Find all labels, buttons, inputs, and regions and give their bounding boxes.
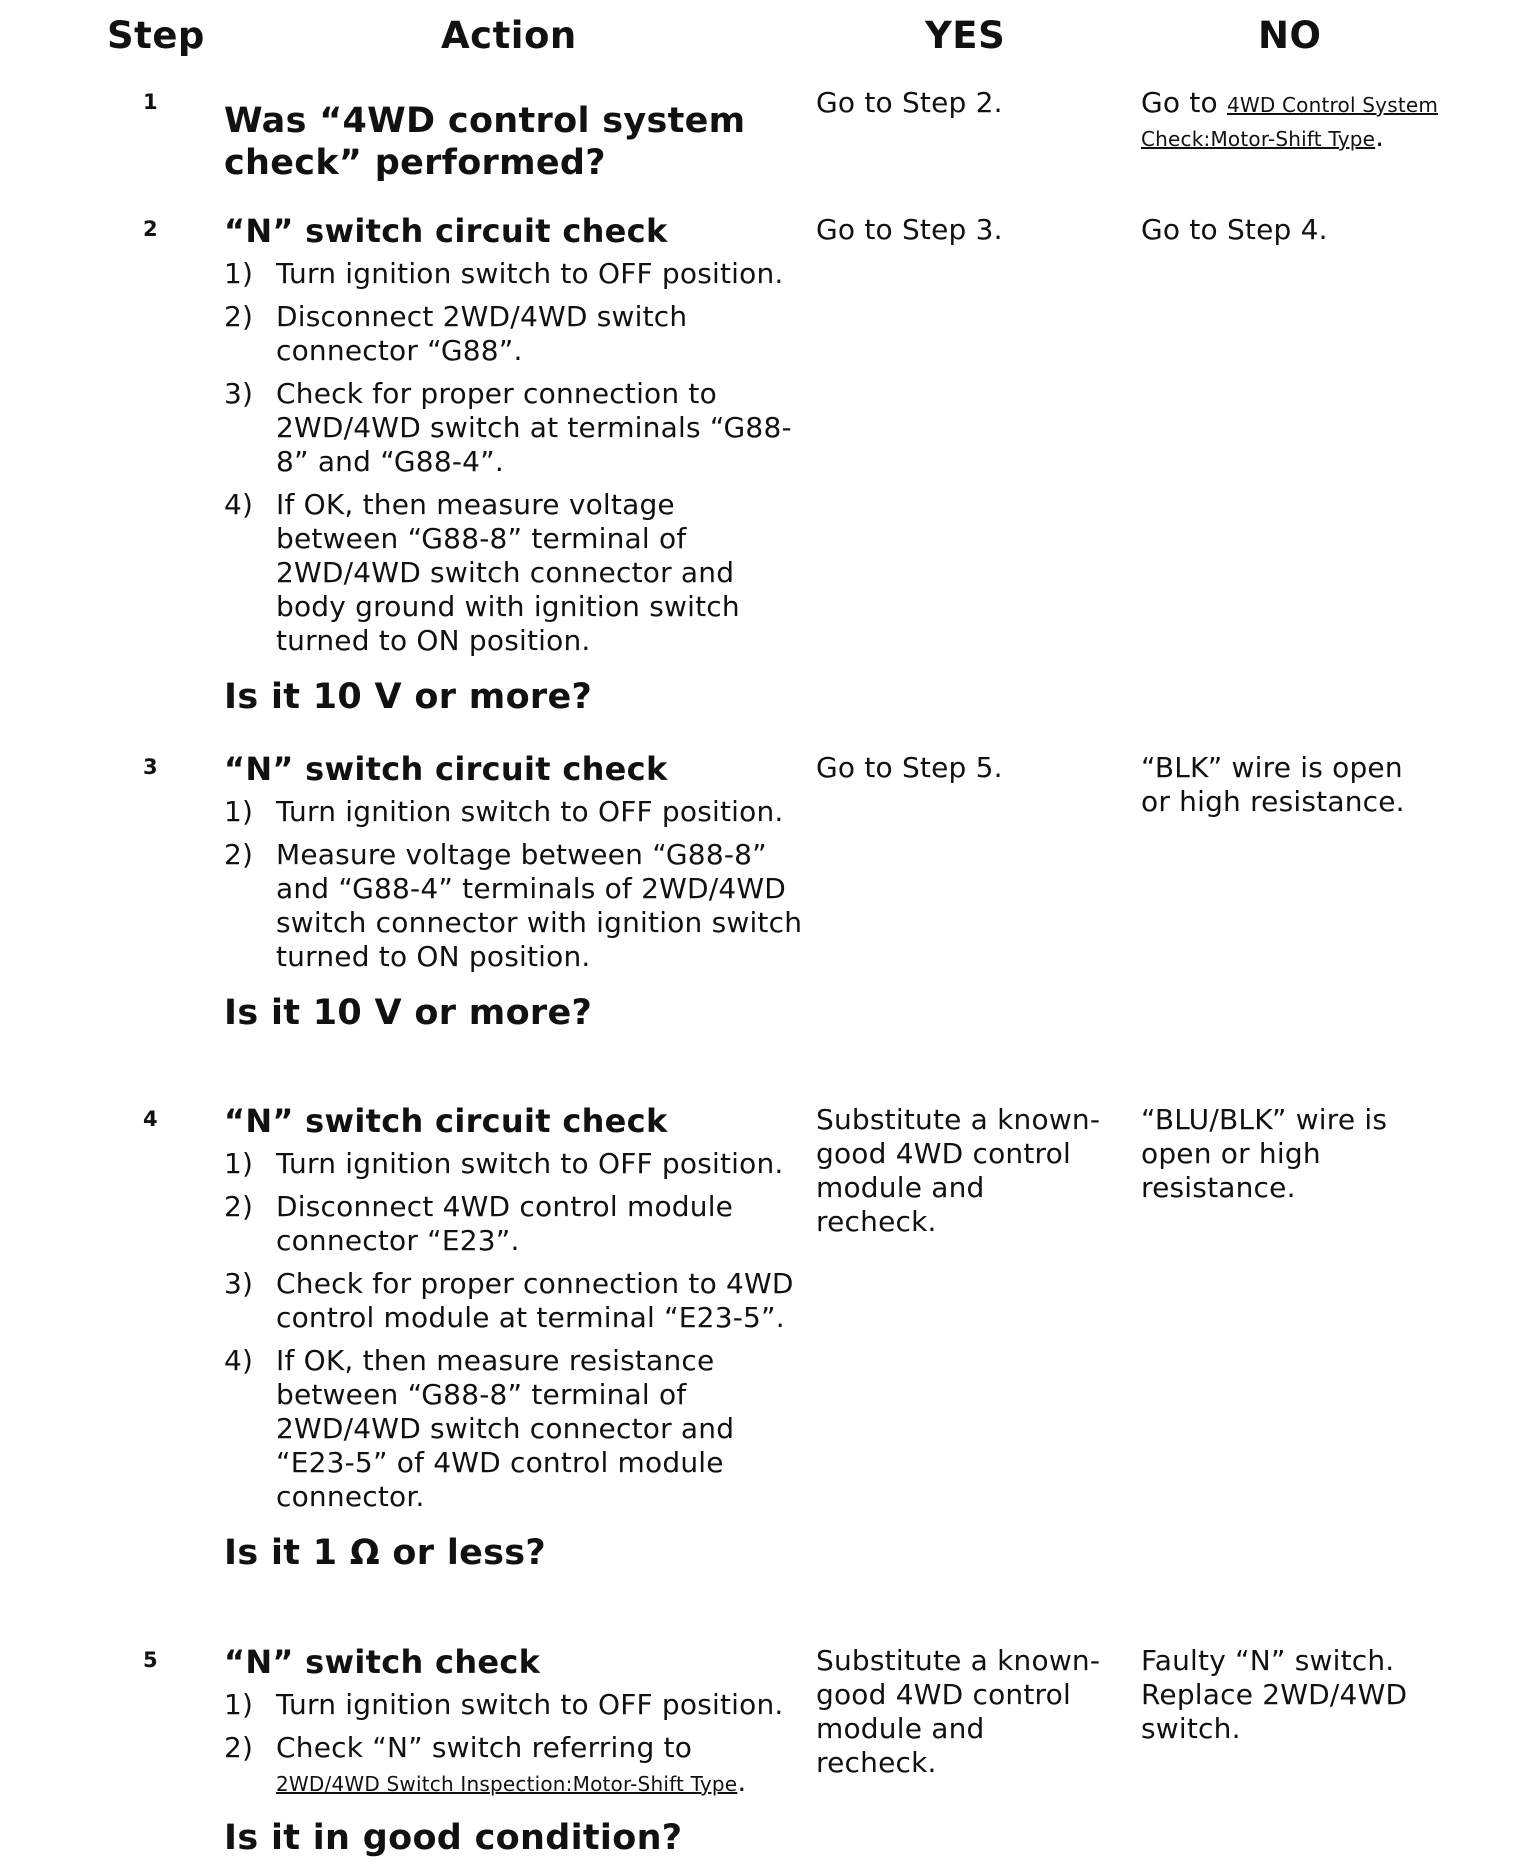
substep-number: 2) [224, 1190, 254, 1223]
step-3-action [224, 749, 804, 1034]
step-question: Is it 10 V or more? [224, 677, 593, 717]
substep-list [224, 1688, 804, 1799]
step-3-yes: Go to Step 5. [816, 751, 1003, 784]
substep-text: If OK, then measure resistance between “G88-8” terminal of 2WD/4WD switch connector and “E23-5” of 4WD control module connector. [276, 1344, 735, 1513]
step-title: “N” switch circuit check [224, 1102, 668, 1140]
substep [224, 377, 804, 479]
no-text: Go to [1141, 86, 1218, 119]
substep-text: Check for proper connection to 4WD control module at terminal “E23-5”. [276, 1267, 794, 1334]
step-2-no: Go to Step 4. [1141, 213, 1328, 246]
link-4wd-control-system-check[interactable]: 4WD Control System Check:Motor-Shift Type [1141, 93, 1439, 151]
step-1-no [1141, 86, 1441, 154]
header-step: Step [107, 14, 205, 57]
substep-text: Disconnect 2WD/4WD switch connector “G88”. [276, 300, 688, 367]
step-question: Is it in good condition? [224, 1818, 683, 1858]
substep-number: 1) [224, 257, 254, 290]
substep-text: Measure voltage between “G88-8” and “G88-4” terminals of 2WD/4WD switch connector with ignition switch turned to ON position. [276, 838, 803, 973]
substep-list [224, 257, 804, 658]
step-title: “N” switch check [224, 1643, 541, 1681]
step-question: Is it 10 V or more? [224, 993, 593, 1033]
step-number: 2 [143, 217, 158, 241]
substep [224, 795, 804, 829]
substep-number: 2) [224, 300, 254, 333]
substep-number: 3) [224, 377, 254, 410]
step-title: Was “4WD control system check” performed? [224, 101, 746, 183]
substep-text: Turn ignition switch to OFF position. [276, 795, 784, 828]
substep [224, 1267, 804, 1335]
step-title: “N” switch circuit check [224, 750, 668, 788]
step-title: “N” switch circuit check [224, 212, 668, 250]
substep-text: Turn ignition switch to OFF position. [276, 1688, 784, 1721]
header-yes: YES [925, 14, 1006, 57]
step-3-no: “BLK” wire is open or high resistance. [1141, 751, 1405, 818]
substep-text: Check “N” switch referring to [276, 1731, 693, 1764]
substep-number: 2) [224, 1731, 254, 1764]
substep [224, 257, 804, 291]
no-suffix: . [1375, 120, 1385, 153]
step-4-action [224, 1101, 804, 1574]
link-2wd-4wd-switch-inspection[interactable]: 2WD/4WD Switch Inspection:Motor-Shift Type [276, 1772, 738, 1796]
substep-text: Disconnect 4WD control module connector “E23”. [276, 1190, 734, 1257]
link-suffix: . [737, 1765, 747, 1798]
substep-list [224, 795, 804, 974]
substep-number: 1) [224, 1688, 254, 1721]
substep [224, 1190, 804, 1258]
substep [224, 300, 804, 368]
substep-text: If OK, then measure voltage between “G88-8” terminal of 2WD/4WD switch connector and body ground with ignition switch turned to ON position. [276, 488, 740, 657]
substep-list [224, 1147, 804, 1514]
substep-text: Turn ignition switch to OFF position. [276, 1147, 784, 1180]
step-number: 1 [143, 90, 158, 114]
substep-number: 1) [224, 1147, 254, 1180]
substep [224, 1344, 804, 1514]
header-action: Action [441, 14, 577, 57]
substep [224, 838, 804, 974]
substep-number: 2) [224, 838, 254, 871]
step-5-action [224, 1642, 804, 1859]
step-number: 5 [143, 1648, 158, 1672]
substep [224, 1147, 804, 1181]
substep-number: 1) [224, 795, 254, 828]
header-no: NO [1258, 14, 1322, 57]
step-question: Is it 1 Ω or less? [224, 1533, 547, 1573]
step-1-yes: Go to Step 2. [816, 86, 1003, 119]
substep [224, 1688, 804, 1722]
substep [224, 1731, 804, 1799]
step-5-yes: Substitute a known-good 4WD control module and recheck. [816, 1644, 1101, 1779]
step-4-yes: Substitute a known-good 4WD control module and recheck. [816, 1103, 1101, 1238]
substep-number: 4) [224, 1344, 254, 1377]
step-2-action [224, 211, 804, 718]
substep-number: 4) [224, 488, 254, 521]
step-5-no: Faulty “N” switch. Replace 2WD/4WD switch. [1141, 1644, 1408, 1745]
substep-number: 3) [224, 1267, 254, 1300]
step-number: 3 [143, 755, 158, 779]
step-2-yes: Go to Step 3. [816, 213, 1003, 246]
substep-text: Turn ignition switch to OFF position. [276, 257, 784, 290]
step-number: 4 [143, 1107, 158, 1131]
step-1-action [224, 100, 804, 184]
substep-text: Check for proper connection to 2WD/4WD switch at terminals “G88-8” and “G88-4”. [276, 377, 792, 478]
substep [224, 488, 804, 658]
step-4-no: “BLU/BLK” wire is open or high resistance. [1141, 1103, 1388, 1204]
